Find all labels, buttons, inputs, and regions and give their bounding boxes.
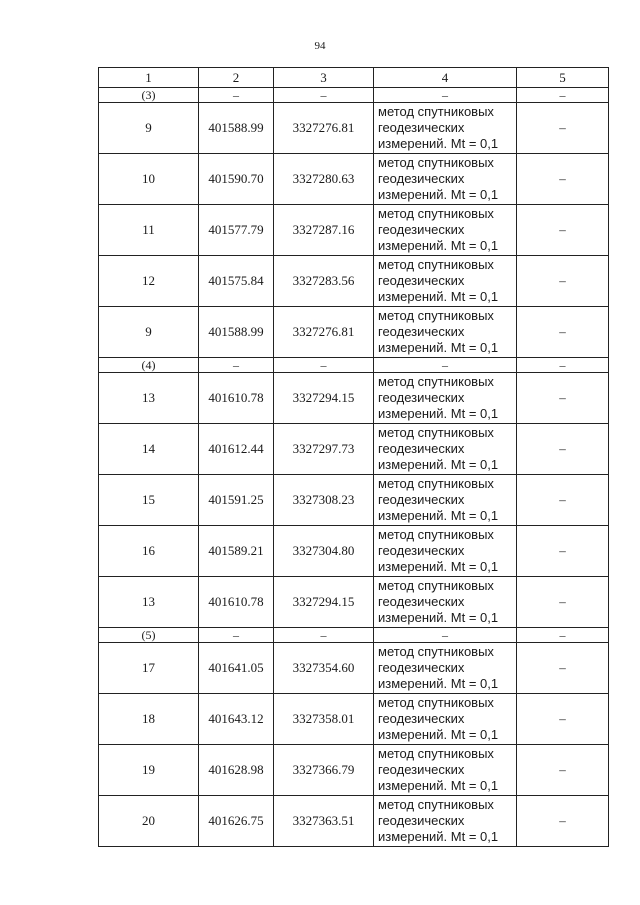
method-line: измерений. Mt = 0,1 <box>378 340 499 355</box>
dash-cell: – <box>517 643 609 694</box>
table-row <box>99 526 609 577</box>
table-row <box>99 103 609 154</box>
table-row <box>99 154 609 205</box>
column-header: 5 <box>517 68 609 88</box>
x-coordinate: 401610.78 <box>199 373 274 424</box>
method-line: метод спутниковых <box>378 527 494 542</box>
table-row <box>99 643 609 694</box>
method-line: геодезических <box>378 120 465 135</box>
method-line: измерений. Mt = 0,1 <box>378 238 499 253</box>
dash-cell: – <box>274 358 374 373</box>
point-number: 16 <box>99 526 199 577</box>
method-cell <box>374 796 517 847</box>
point-number: 14 <box>99 424 199 475</box>
dash-cell: – <box>274 628 374 643</box>
x-coordinate: 401577.79 <box>199 205 274 256</box>
group-row <box>99 358 609 373</box>
column-header: 4 <box>374 68 517 88</box>
y-coordinate: 3327294.15 <box>274 373 374 424</box>
method-line: метод спутниковых <box>378 308 494 323</box>
method-line: геодезических <box>378 492 465 507</box>
table-row <box>99 205 609 256</box>
dash-cell: – <box>517 154 609 205</box>
point-number: 9 <box>99 103 199 154</box>
method-line: измерений. Mt = 0,1 <box>378 559 499 574</box>
dash-cell: – <box>517 628 609 643</box>
method-line: метод спутниковых <box>378 644 494 659</box>
dash-cell: – <box>274 88 374 103</box>
header-row <box>99 68 609 88</box>
table-row <box>99 745 609 796</box>
method-line: геодезических <box>378 390 465 405</box>
method-cell <box>374 475 517 526</box>
dash-cell: – <box>199 88 274 103</box>
table-body <box>99 68 609 847</box>
point-number: 19 <box>99 745 199 796</box>
table-row <box>99 475 609 526</box>
method-cell <box>374 205 517 256</box>
x-coordinate: 401643.12 <box>199 694 274 745</box>
method-line: геодезических <box>378 171 465 186</box>
method-line: метод спутниковых <box>378 374 494 389</box>
method-line: геодезических <box>378 441 465 456</box>
point-number: 18 <box>99 694 199 745</box>
method-line: геодезических <box>378 543 465 558</box>
point-number: 12 <box>99 256 199 307</box>
method-cell <box>374 154 517 205</box>
dash-cell: – <box>517 103 609 154</box>
x-coordinate: 401628.98 <box>199 745 274 796</box>
dash-cell: – <box>517 526 609 577</box>
method-line: метод спутниковых <box>378 425 494 440</box>
dash-cell: – <box>374 88 517 103</box>
dash-cell: – <box>517 796 609 847</box>
method-cell <box>374 256 517 307</box>
method-line: геодезических <box>378 762 465 777</box>
y-coordinate: 3327363.51 <box>274 796 374 847</box>
y-coordinate: 3327297.73 <box>274 424 374 475</box>
dash-cell: – <box>517 424 609 475</box>
table-row <box>99 256 609 307</box>
column-header: 3 <box>274 68 374 88</box>
dash-cell: – <box>199 628 274 643</box>
x-coordinate: 401610.78 <box>199 577 274 628</box>
y-coordinate: 3327276.81 <box>274 103 374 154</box>
page-number: 94 <box>314 40 326 52</box>
method-cell <box>374 694 517 745</box>
x-coordinate: 401641.05 <box>199 643 274 694</box>
point-number: 10 <box>99 154 199 205</box>
dash-cell: – <box>374 628 517 643</box>
y-coordinate: 3327283.56 <box>274 256 374 307</box>
table-row <box>99 424 609 475</box>
method-line: геодезических <box>378 813 465 828</box>
point-number: 9 <box>99 307 199 358</box>
point-number: 11 <box>99 205 199 256</box>
method-line: метод спутниковых <box>378 104 494 119</box>
method-line: измерений. Mt = 0,1 <box>378 676 499 691</box>
x-coordinate: 401626.75 <box>199 796 274 847</box>
x-coordinate: 401589.21 <box>199 526 274 577</box>
y-coordinate: 3327366.79 <box>274 745 374 796</box>
point-number: 13 <box>99 373 199 424</box>
method-line: измерений. Mt = 0,1 <box>378 778 499 793</box>
dash-cell: – <box>517 475 609 526</box>
group-label: (3) <box>99 88 199 103</box>
x-coordinate: 401591.25 <box>199 475 274 526</box>
method-line: метод спутниковых <box>378 797 494 812</box>
method-line: метод спутниковых <box>378 746 494 761</box>
x-coordinate: 401588.99 <box>199 103 274 154</box>
method-cell <box>374 307 517 358</box>
method-line: метод спутниковых <box>378 578 494 593</box>
group-row <box>99 628 609 643</box>
method-cell <box>374 373 517 424</box>
dash-cell: – <box>517 745 609 796</box>
method-line: измерений. Mt = 0,1 <box>378 457 499 472</box>
table-row <box>99 577 609 628</box>
group-row <box>99 88 609 103</box>
method-line: геодезических <box>378 660 465 675</box>
y-coordinate: 3327308.23 <box>274 475 374 526</box>
group-label: (5) <box>99 628 199 643</box>
method-cell <box>374 103 517 154</box>
column-header: 1 <box>99 68 199 88</box>
method-line: геодезических <box>378 594 465 609</box>
dash-cell: – <box>517 205 609 256</box>
table-row <box>99 694 609 745</box>
method-line: измерений. Mt = 0,1 <box>378 727 499 742</box>
x-coordinate: 401588.99 <box>199 307 274 358</box>
y-coordinate: 3327304.80 <box>274 526 374 577</box>
dash-cell: – <box>517 577 609 628</box>
y-coordinate: 3327294.15 <box>274 577 374 628</box>
x-coordinate: 401612.44 <box>199 424 274 475</box>
method-cell <box>374 643 517 694</box>
method-cell <box>374 526 517 577</box>
dash-cell: – <box>374 358 517 373</box>
column-header: 2 <box>199 68 274 88</box>
method-line: измерений. Mt = 0,1 <box>378 610 499 625</box>
method-line: измерений. Mt = 0,1 <box>378 136 499 151</box>
method-line: измерений. Mt = 0,1 <box>378 406 499 421</box>
method-line: геодезических <box>378 273 465 288</box>
table-row <box>99 373 609 424</box>
method-line: геодезических <box>378 711 465 726</box>
y-coordinate: 3327280.63 <box>274 154 374 205</box>
y-coordinate: 3327276.81 <box>274 307 374 358</box>
point-number: 13 <box>99 577 199 628</box>
coordinates-table <box>98 67 609 847</box>
point-number: 17 <box>99 643 199 694</box>
method-line: метод спутниковых <box>378 155 494 170</box>
method-line: измерений. Mt = 0,1 <box>378 829 499 844</box>
method-cell <box>374 745 517 796</box>
method-line: измерений. Mt = 0,1 <box>378 289 499 304</box>
dash-cell: – <box>517 307 609 358</box>
method-line: метод спутниковых <box>378 695 494 710</box>
dash-cell: – <box>517 373 609 424</box>
y-coordinate: 3327354.60 <box>274 643 374 694</box>
point-number: 15 <box>99 475 199 526</box>
dash-cell: – <box>517 694 609 745</box>
method-line: измерений. Mt = 0,1 <box>378 187 499 202</box>
method-line: геодезических <box>378 324 465 339</box>
method-line: измерений. Mt = 0,1 <box>378 508 499 523</box>
x-coordinate: 401575.84 <box>199 256 274 307</box>
method-line: метод спутниковых <box>378 206 494 221</box>
y-coordinate: 3327287.16 <box>274 205 374 256</box>
method-line: метод спутниковых <box>378 257 494 272</box>
point-number: 20 <box>99 796 199 847</box>
method-cell <box>374 577 517 628</box>
table-row <box>99 307 609 358</box>
method-line: геодезических <box>378 222 465 237</box>
y-coordinate: 3327358.01 <box>274 694 374 745</box>
group-label: (4) <box>99 358 199 373</box>
method-cell <box>374 424 517 475</box>
dash-cell: – <box>517 88 609 103</box>
dash-cell: – <box>517 256 609 307</box>
method-line: метод спутниковых <box>378 476 494 491</box>
table-row <box>99 796 609 847</box>
dash-cell: – <box>517 358 609 373</box>
x-coordinate: 401590.70 <box>199 154 274 205</box>
dash-cell: – <box>199 358 274 373</box>
